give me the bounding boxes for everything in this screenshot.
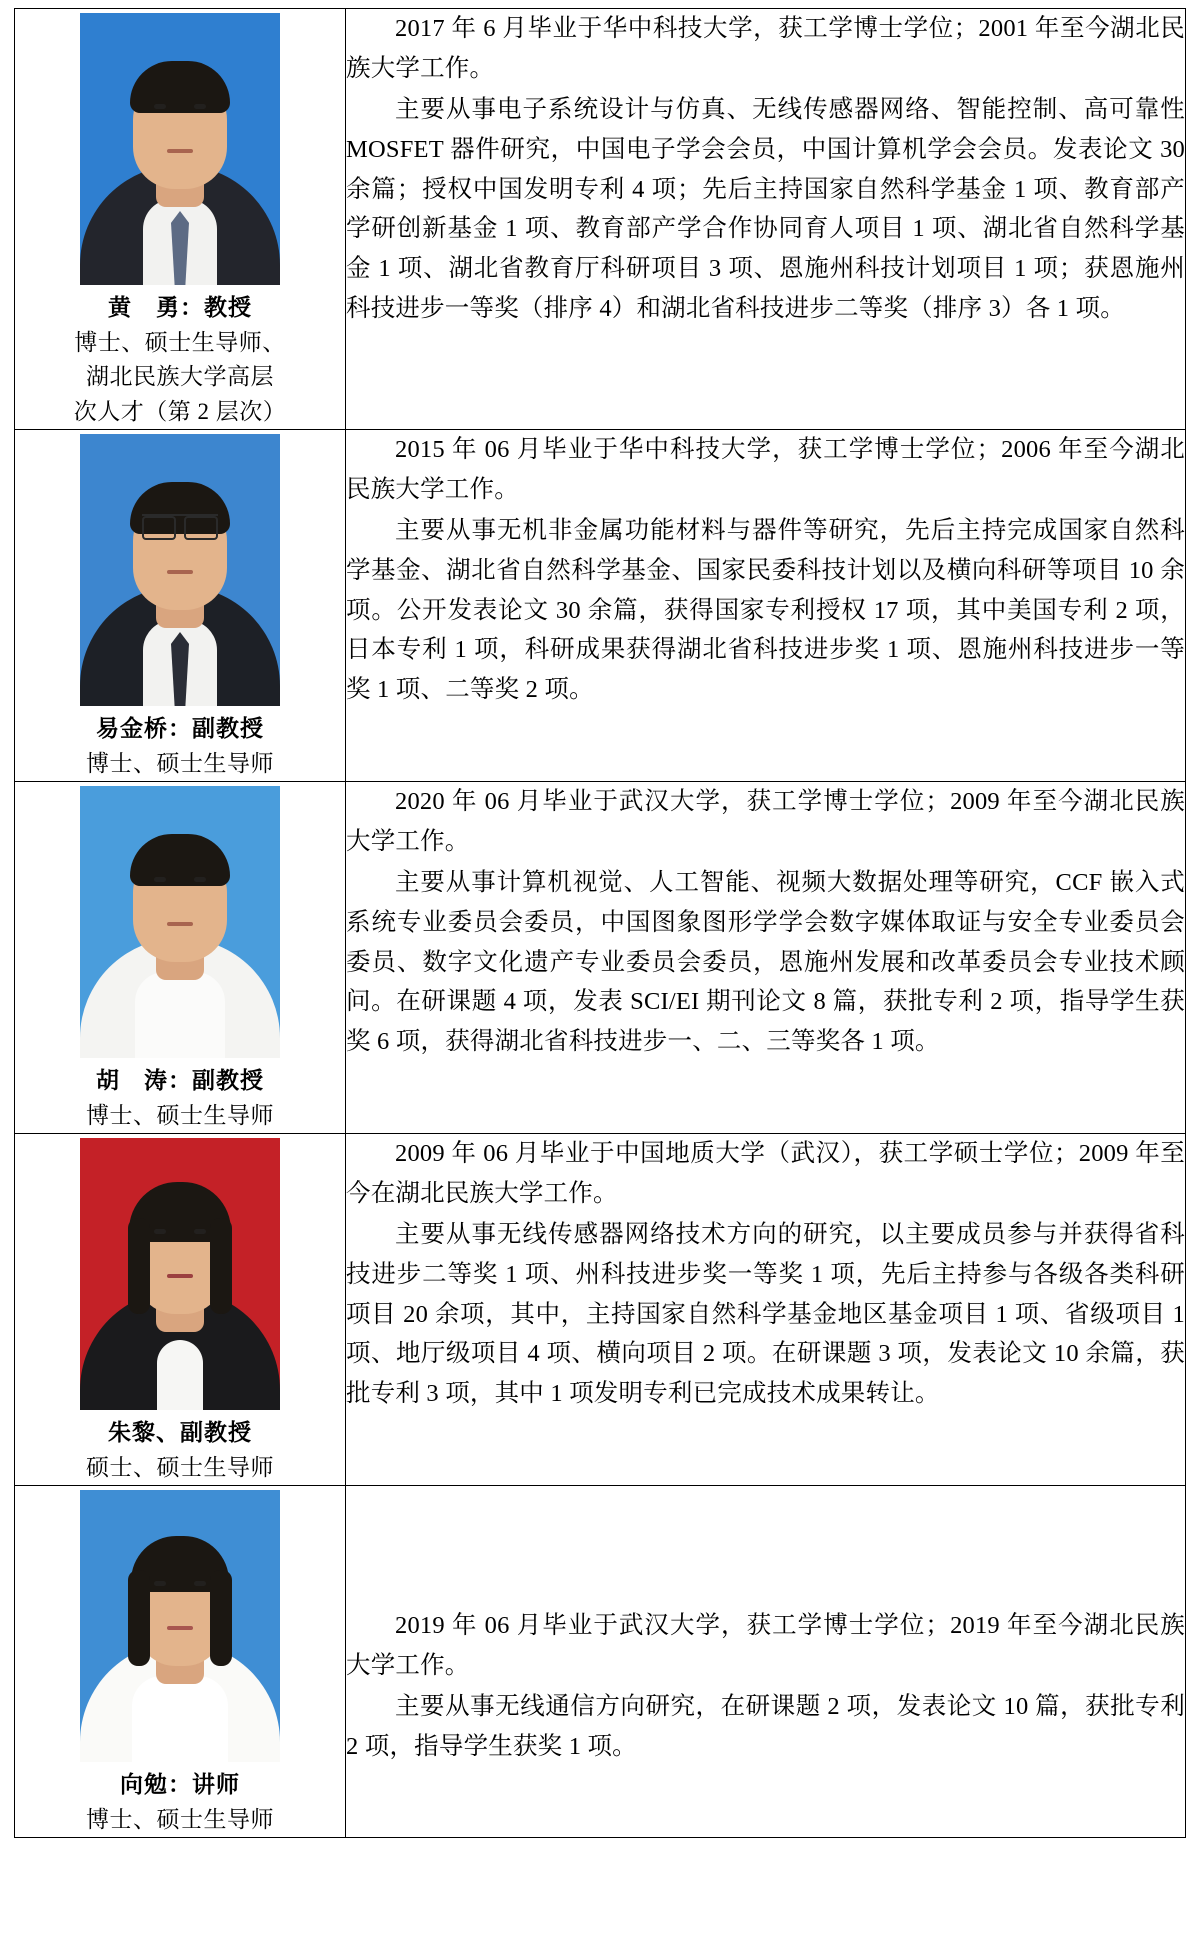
photo-cell — [15, 1134, 346, 1486]
bio-paragraph: 2009 年 06 月毕业于中国地质大学（武汉），获工学硕士学位；2009 年至今在湖北民族大学工作。 — [346, 1140, 1185, 1207]
portrait-photo — [80, 1138, 280, 1410]
bio-paragraph: 2019 年 06 月毕业于武汉大学，获工学博士学位；2019 年至今湖北民族大学工作。 — [346, 1612, 1185, 1679]
faculty-name: 易金桥：副教授 — [96, 716, 264, 741]
portrait-photo — [80, 786, 280, 1058]
bio-paragraph: 主要从事电子系统设计与仿真、无线传感器网络、智能控制、高可靠性 MOSFET 器件研究，中国电子学会会员，中国计算机学会会员。发表论文 30 余篇；授权中国发明专利 4 项；先后主持国家自然科学基金 1 项、教育部产学研创新基金 1 项、教育部产学合作协同育人项目 1 项、湖北省自然科学基金 1 项、湖北省教育厅科研项目 3 项、恩施州科技计划项目 1 项；获恩施州科技进步一等奖（排序 4）和湖北省科技进步二等奖（排序 3）各 1 项。 — [346, 96, 1185, 322]
table-row — [15, 1486, 1186, 1838]
bio-cell — [346, 430, 1186, 782]
faculty-title-line: 博士、硕士生导师、 — [74, 329, 286, 355]
portrait-photo — [80, 434, 280, 706]
faculty-title-line: 次人才（第 2 层次） — [73, 398, 287, 424]
portrait-photo — [80, 13, 280, 285]
bio-cell — [346, 782, 1186, 1134]
bio-paragraph: 主要从事无机非金属功能材料与器件等研究，先后主持完成国家自然科学基金、湖北省自然科学基金、国家民委科技计划以及横向科研等项目 10 余项。公开发表论文 30 余篇，获得国家专利授权 17 项，其中美国专利 2 项，日本专利 1 项，科研成果获得湖北省科技进步奖 1 项、恩施州科技进步一等奖 1 项、二等奖 2 项。 — [346, 517, 1185, 704]
table-row — [15, 1134, 1186, 1486]
photo-cell — [15, 1486, 346, 1838]
faculty-title-line: 博士、硕士生导师 — [86, 1102, 274, 1128]
bio-paragraph: 2020 年 06 月毕业于武汉大学，获工学博士学位；2009 年至今湖北民族大学工作。 — [346, 788, 1185, 855]
bio-cell — [346, 1486, 1186, 1838]
bio-paragraph: 主要从事无线传感器网络技术方向的研究，以主要成员参与并获得省科技进步二等奖 1 项、州科技进步奖一等奖 1 项，先后主持参与各级各类科研项目 20 余项，其中，主持国家自然科学基金地区基金项目 1 项、省级项目 1 项、地厅级项目 4 项、横向项目 2 项。在研课题 3 项，发表论文 10 余篇，获批专利 3 项，其中 1 项发明专利已完成技术成果转让。 — [346, 1221, 1185, 1408]
faculty-title-line: 硕士、硕士生导师 — [86, 1454, 274, 1480]
table-row — [15, 9, 1186, 430]
faculty-name: 向勉：讲师 — [120, 1772, 240, 1797]
faculty-table — [14, 8, 1186, 1838]
bio-paragraph: 2015 年 06 月毕业于华中科技大学，获工学博士学位；2006 年至今湖北民族大学工作。 — [346, 436, 1185, 503]
photo-cell — [15, 782, 346, 1134]
portrait-photo — [80, 1490, 280, 1762]
faculty-title-line: 博士、硕士生导师 — [86, 1806, 274, 1832]
bio-cell — [346, 1134, 1186, 1486]
faculty-name: 胡 涛：副教授 — [96, 1068, 264, 1093]
bio-paragraph: 主要从事计算机视觉、人工智能、视频大数据处理等研究，CCF 嵌入式系统专业委员会委员，中国图象图形学学会数字媒体取证与安全专业委员会委员、数字文化遗产专业委员会委员，恩施州发展和改革委员会专业技术顾问。在研课题 4 项，发表 SCI/EI 期刊论文 8 篇，获批专利 2 项，指导学生获奖 6 项，获得湖北省科技进步一、二、三等奖各 1 项。 — [346, 869, 1185, 1056]
bio-paragraph: 主要从事无线通信方向研究，在研课题 2 项，发表论文 10 篇，获批专利 2 项，指导学生获奖 1 项。 — [346, 1693, 1185, 1761]
faculty-title-line: 博士、硕士生导师 — [86, 750, 274, 776]
faculty-title-line: 湖北民族大学高层 — [86, 364, 274, 389]
faculty-name: 朱黎、副教授 — [108, 1420, 252, 1445]
faculty-name: 黄 勇：教授 — [108, 295, 252, 320]
table-row — [15, 782, 1186, 1134]
photo-cell — [15, 430, 346, 782]
table-row — [15, 430, 1186, 782]
bio-cell — [346, 9, 1186, 430]
photo-cell — [15, 9, 346, 430]
bio-paragraph: 2017 年 6 月毕业于华中科技大学，获工学博士学位；2001 年至今湖北民族大学工作。 — [346, 15, 1185, 82]
